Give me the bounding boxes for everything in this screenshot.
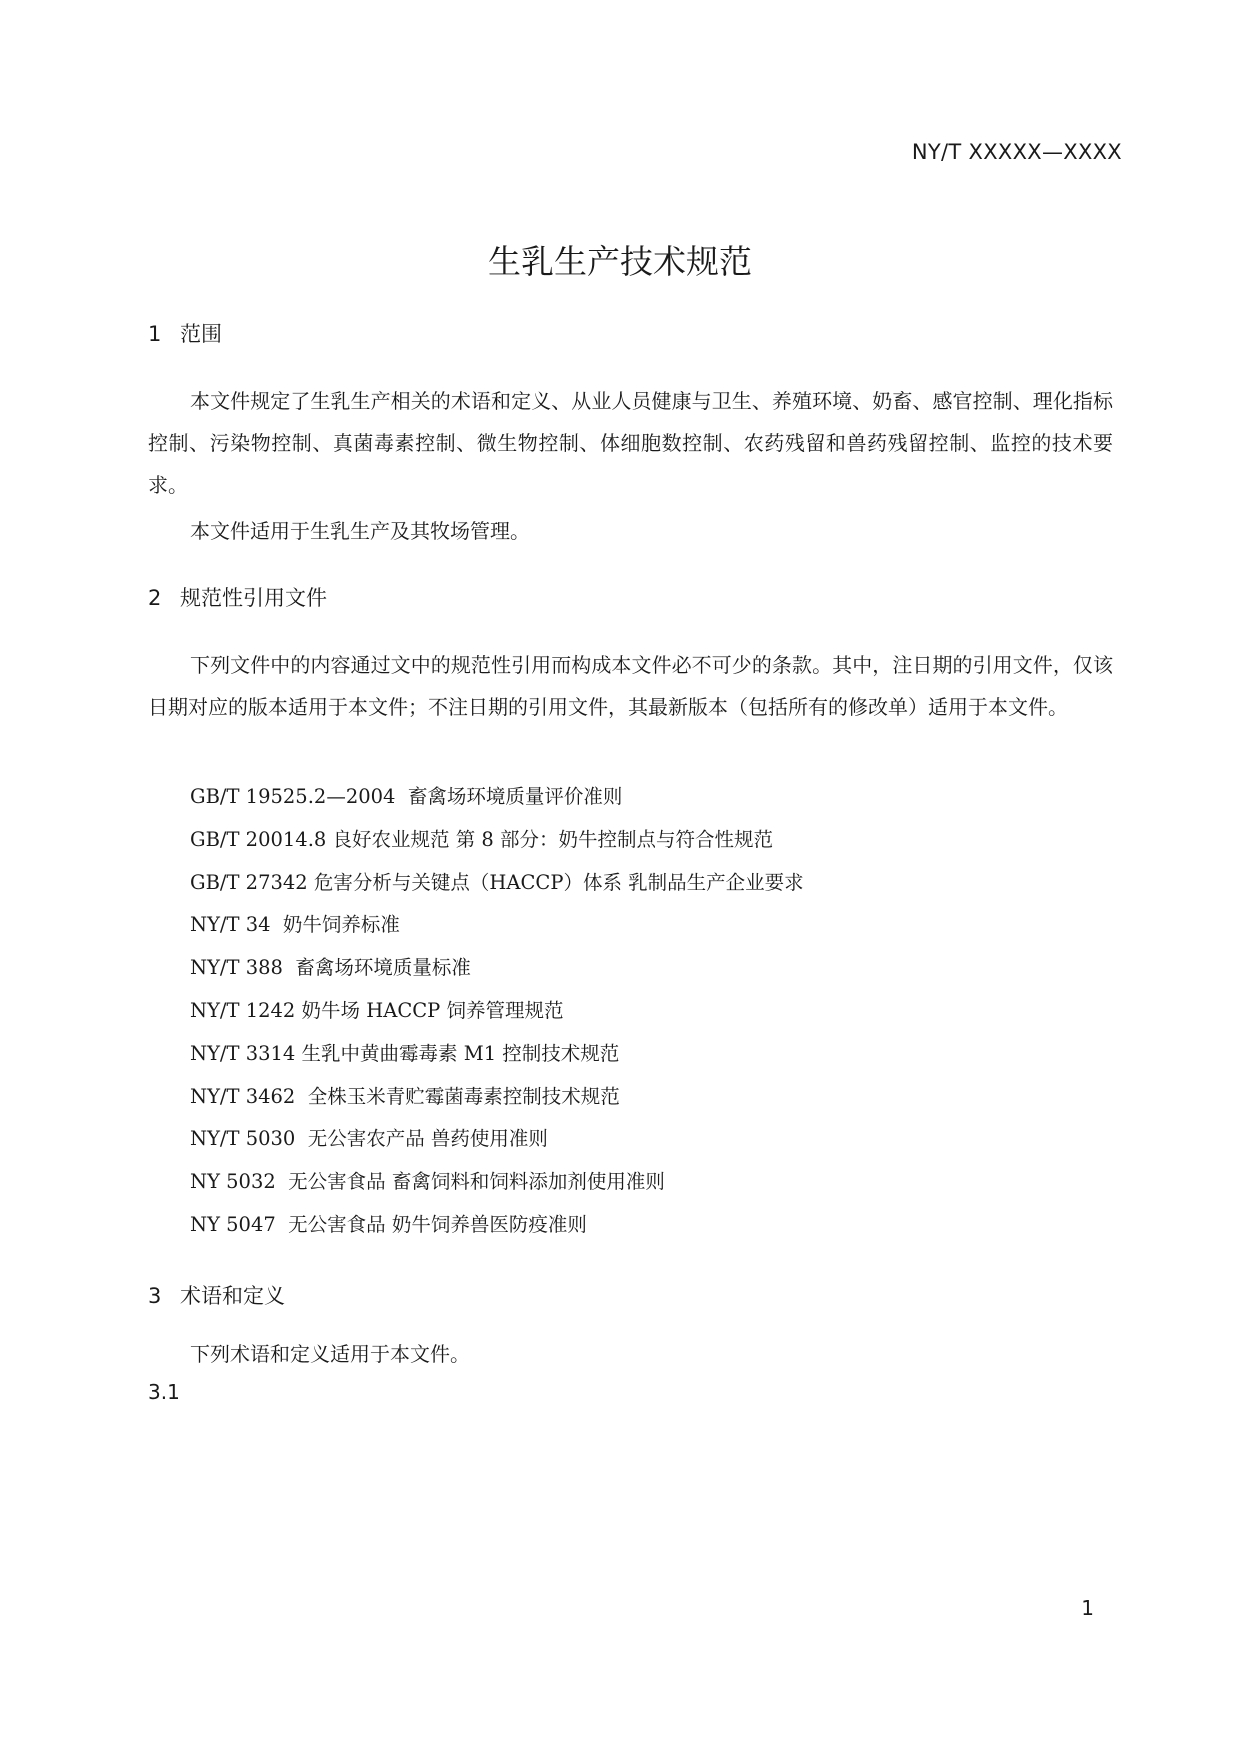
reference-item: NY 5047 无公害食品 奶牛饲养兽医防疫准则 xyxy=(190,1212,587,1236)
section-title: 术语和定义 xyxy=(180,1284,285,1308)
reference-item: NY/T 34 奶牛饲养标准 xyxy=(190,913,400,937)
scope-paragraph-1: 本文件规定了生乳生产相关的术语和定义、从业人员健康与卫生、养殖环境、奶畜、感官控制、理化指标控制、污染物控制、真菌毒素控制、微生物控制、体细胞数控制、农药残留和兽药残留控制、监控的技术要求。 xyxy=(148,389,1113,497)
section-heading-terms xyxy=(148,1280,285,1310)
references-intro-paragraph: 下列文件中的内容通过文中的规范性引用而构成本文件必不可少的条款。其中，注日期的引用文件，仅该日期对应的版本适用于本文件；不注日期的引用文件，其最新版本（包括所有的修改单）适用于本文件。 xyxy=(148,653,1113,719)
subsection-number: 3.1 xyxy=(148,1380,180,1404)
scope-paragraph-2: 本文件适用于生乳生产及其牧场管理。 xyxy=(190,519,530,543)
section-number: 3 xyxy=(148,1284,162,1308)
reference-item: NY/T 3462 全株玉米青贮霉菌毒素控制技术规范 xyxy=(190,1084,620,1108)
section-heading-scope xyxy=(148,318,222,348)
reference-item: NY/T 3314 生乳中黄曲霉毒素 M1 控制技术规范 xyxy=(190,1041,620,1065)
reference-item: NY 5032 无公害食品 畜禽饲料和饲料添加剂使用准则 xyxy=(190,1170,665,1194)
reference-item: GB/T 19525.2—2004 畜禽场环境质量评价准则 xyxy=(190,785,623,808)
page-number: 1 xyxy=(1081,1596,1094,1620)
reference-item: NY/T 1242 奶牛场 HACCP 饲养管理规范 xyxy=(190,998,564,1022)
document-code: NY/T XXXXX—XXXX xyxy=(911,140,1122,164)
section-title: 规范性引用文件 xyxy=(180,586,327,610)
document-title: 生乳生产技术规范 xyxy=(488,242,752,281)
section-title: 范围 xyxy=(180,322,222,346)
section-number: 2 xyxy=(148,586,162,610)
section-heading-normative-references xyxy=(148,582,327,612)
section-number: 1 xyxy=(148,322,162,346)
reference-item: GB/T 20014.8 良好农业规范 第 8 部分：奶牛控制点与符合性规范 xyxy=(190,827,774,851)
reference-item: GB/T 27342 危害分析与关键点（HACCP）体系 乳制品生产企业要求 xyxy=(190,870,804,894)
reference-item: NY/T 5030 无公害农产品 兽药使用准则 xyxy=(190,1127,548,1151)
reference-item: NY/T 388 畜禽场环境质量标准 xyxy=(190,956,471,980)
terms-intro-paragraph: 下列术语和定义适用于本文件。 xyxy=(190,1342,470,1366)
reference-list xyxy=(190,776,804,1247)
